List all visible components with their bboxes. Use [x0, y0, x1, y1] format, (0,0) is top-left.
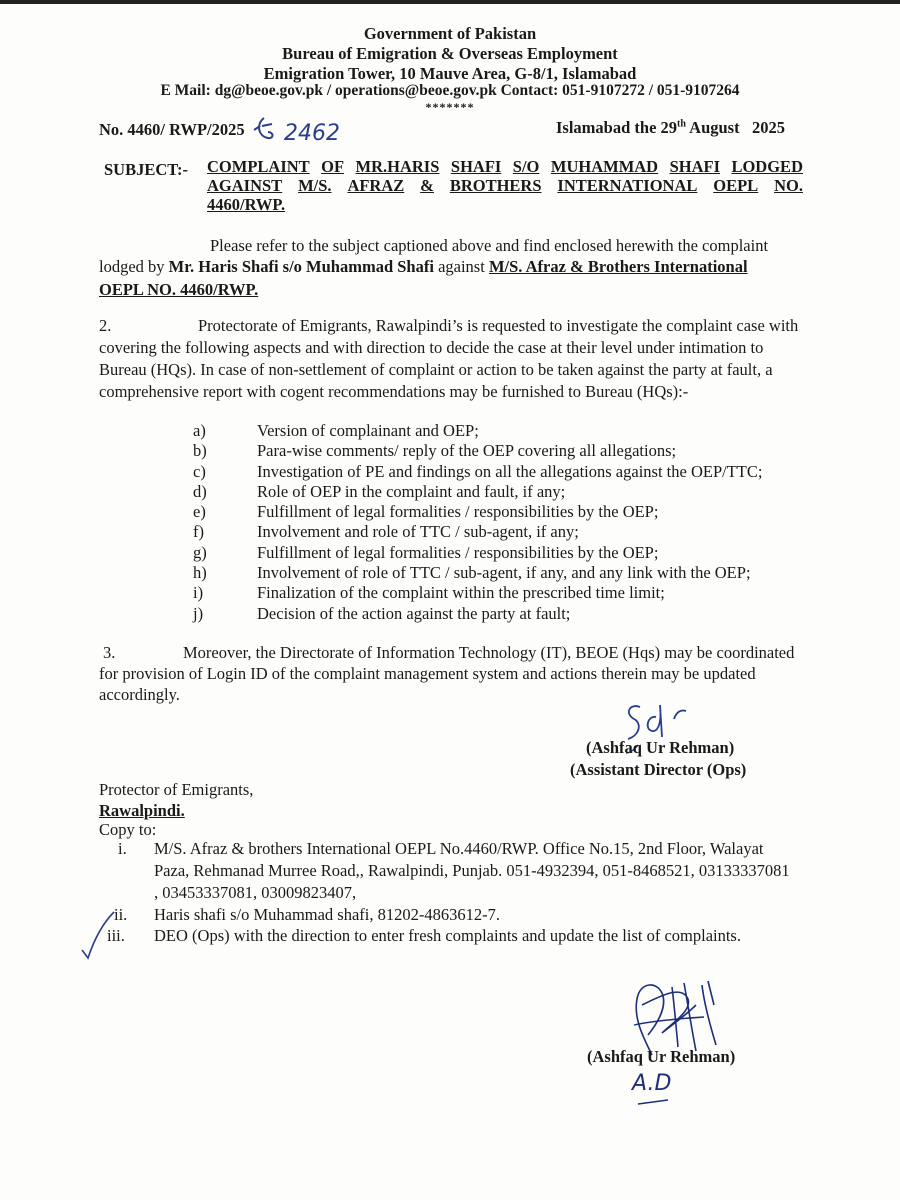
list-item: d) Role of OEP in the complaint and fault, if any;	[193, 481, 566, 501]
copy-item-line: DEO (Ops) with the direction to enter fresh complaints and update the list of complaints.	[154, 926, 741, 945]
handwritten-diary-number	[250, 112, 360, 151]
list-item: i) Finalization of the complaint within the prescribed time limit;	[193, 583, 665, 603]
para2-line3: Bureau (HQs). In case of non-settlement of complaint or action to be taken against the party at fault, a	[99, 360, 773, 379]
copy-item-line: Haris shafi s/o Muhammad shafi, 81202-4863612-7.	[154, 905, 500, 924]
list-item: f) Involvement and role of TTC / sub-agent, if any;	[193, 522, 579, 542]
letterhead-bureau: Bureau of Emigration & Overseas Employment	[282, 44, 618, 63]
para2-number: 2.	[99, 316, 112, 335]
subject-label: SUBJECT:-	[104, 160, 189, 179]
para3-line1: Moreover, the Directorate of Information Technology (IT), BEOE (Hqs) may be coordinated	[183, 643, 795, 662]
addressee-city: Rawalpindi.	[99, 801, 185, 820]
signatory-designation: (Assistant Director (Ops)	[570, 760, 747, 779]
subject-text: COMPLAINT OF MR.HARIS SHAFI S/O MUHAMMAD SHAFI LODGED AGAINST M/S. AFRAZ & BROTHERS INTERNATIONAL OEPL NO. 4460/RWP.	[207, 157, 803, 214]
list-item: g) Fulfillment of legal formalities / responsibilities by the OEP;	[193, 542, 659, 562]
para1-line3: OEPL NO. 4460/RWP.	[99, 280, 259, 299]
check-mark-icon	[78, 910, 118, 967]
signatory-name-copy: (Ashfaq Ur Rehman)	[587, 1047, 736, 1066]
scan-edge	[0, 0, 900, 4]
list-item: b) Para-wise comments/ reply of the OEP covering all allegations;	[193, 441, 677, 461]
letterhead-contact: E Mail: dg@beoe.gov.pk / operations@beoe.gov.pk Contact: 051-9107272 / 051-9107264	[160, 82, 740, 99]
svg-text:A.D: A.D	[632, 1071, 672, 1096]
list-item: j) Decision of the action against the party at fault;	[193, 603, 571, 623]
copy-item-line: M/S. Afraz & brothers International OEPL No.4460/RWP. Office No.15, 2nd Floor, Walayat	[154, 839, 764, 858]
list-item: h) Involvement of role of TTC / sub-agent, if any, and any link with the OEP;	[193, 563, 751, 583]
copy-to-label: Copy to:	[99, 820, 157, 839]
signatory-name: (Ashfaq Ur Rehman)	[586, 738, 735, 757]
aspects-list	[193, 421, 762, 624]
para3-line2: for provision of Login ID of the complaint management system and actions therein may be updated	[99, 664, 756, 683]
para2-line4: comprehensive report with cogent recommendations may be furnished to Bureau (HQs):-	[99, 382, 689, 401]
para1-line2: lodged by Mr. Haris Shafi s/o Muhammad Shafi against M/S. Afraz & Brothers International	[99, 257, 748, 276]
copy-item-number: i.	[118, 839, 127, 858]
para3-line3: accordingly.	[99, 685, 180, 704]
letterhead-stars: *******	[425, 100, 475, 114]
reference-number: No. 4460/ RWP/2025	[99, 120, 245, 139]
copy-item-line: Paza, Rehmanad Murree Road,, Rawalpindi, Punjab. 051-4932394, 051-8468521, 03133337081	[154, 861, 790, 880]
place-and-date: Islamabad the 29th August 2025	[556, 118, 785, 137]
para2-line1: Protectorate of Emigrants, Rawalpindi’s is requested to investigate the complaint case with	[198, 316, 799, 335]
para2-line2: covering the following aspects and with direction to decide the case at their level under intimation to	[99, 338, 764, 357]
copy-item-line: , 03453337081, 03009823407,	[154, 883, 357, 902]
list-item: c) Investigation of PE and findings on all the allegations against the OEP/TTC;	[193, 461, 763, 481]
letterhead-government: Government of Pakistan	[363, 24, 537, 43]
addressee-title: Protector of Emigrants,	[99, 780, 254, 799]
list-item: e) Fulfillment of legal formalities / responsibilities by the OEP;	[193, 502, 659, 522]
para3-number: 3.	[103, 643, 116, 662]
letterhead-address: Emigration Tower, 10 Mauve Area, G-8/1, Islamabad	[263, 64, 637, 83]
list-item: a) Version of complainant and OEP;	[193, 421, 479, 440]
copy-item-number: iii.	[107, 926, 125, 945]
handwritten-initials	[628, 1060, 708, 1115]
para1-line1: Please refer to the subject captioned above and find enclosed herewith the complaint	[210, 236, 769, 255]
svg-text:2462: 2462	[284, 121, 340, 146]
copy-item-number: ii.	[114, 905, 128, 924]
